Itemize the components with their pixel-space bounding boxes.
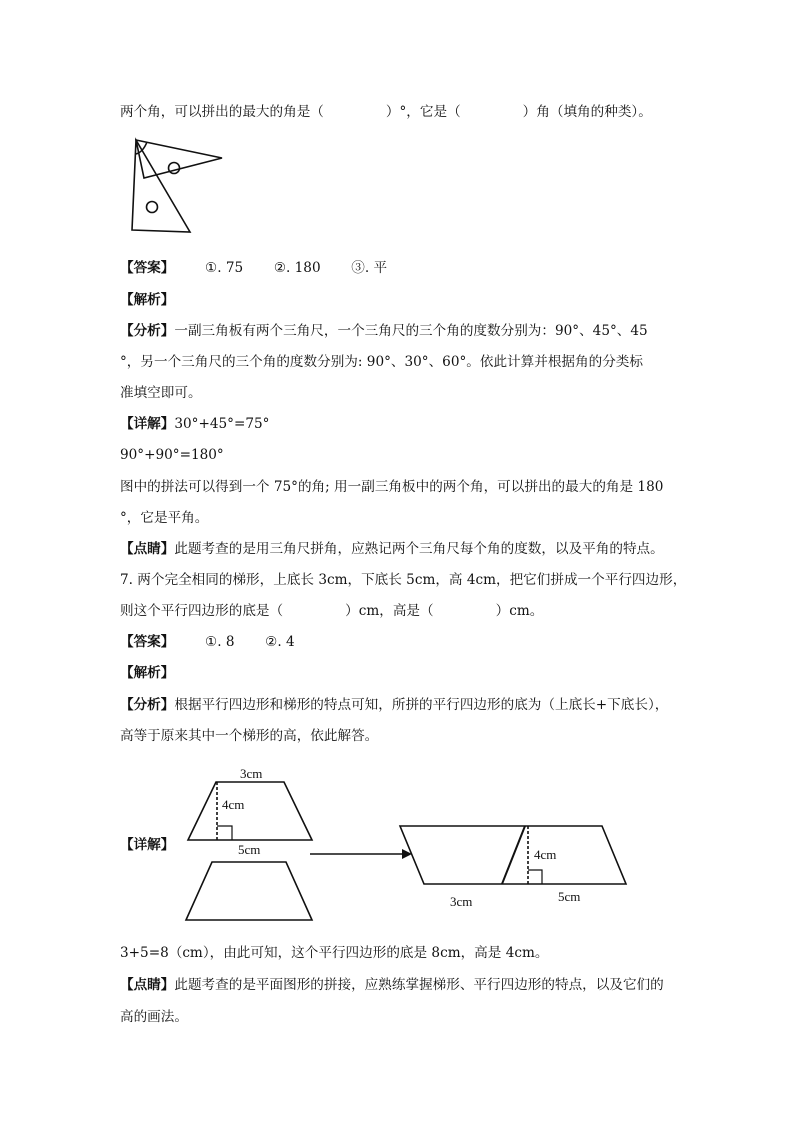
q6-answer-row — [120, 258, 387, 278]
fenxi-text: 一副三角板有两个三角尺，一个三角尺的三个角的度数分别为：90°、45°、45 — [174, 323, 648, 339]
q6-text-part1: 两个角，可以拼出的最大的角是（ — [120, 104, 324, 120]
answer-1: ①. 75 — [205, 260, 244, 276]
answer-2: ②. 4 — [265, 634, 295, 650]
q6-fenxi-line1 — [120, 321, 648, 341]
label-bottom-base: 5cm — [238, 842, 261, 857]
q7-jiexi-label: 【解析】 — [120, 665, 175, 681]
equation-1: 30°+45°=75° — [174, 416, 270, 432]
answer-2: ②. 180 — [273, 260, 321, 276]
q7-dianjing-line2: 高的画法。 — [120, 1009, 188, 1025]
question-7-line1: 7. 两个完全相同的梯形，上底长 3cm，下底长 5cm，高 4cm，把它们拼成一个平行四边形， — [120, 572, 687, 588]
q7-xiangjie-label: 【详解】 — [120, 837, 175, 853]
answer-3: ③. 平 — [351, 260, 388, 276]
answer-label: 【答案】 — [120, 634, 175, 650]
triangle-ruler-45 — [136, 140, 222, 178]
right-angle-mark — [217, 826, 232, 840]
trapezoid-parallelogram-figure — [180, 762, 640, 932]
q6-fenxi-line2: °，另一个三角尺的三个角的度数分别为: 90°、30°、60°。依此计算并根据角的分类标 — [120, 354, 643, 370]
label-par-left: 3cm — [450, 894, 473, 909]
xiangjie-label: 【详解】 — [120, 416, 175, 432]
q7-text-part3: ）cm。 — [495, 603, 544, 619]
q7-answer-row — [120, 632, 295, 652]
q6-text-part3: ）角（填角的种类）。 — [522, 104, 652, 120]
question-7-line2 — [120, 601, 543, 621]
q7-conclusion: 3+5=8（cm），由此可知，这个平行四边形的底是 8cm，高是 4cm。 — [120, 945, 549, 961]
q6-xiangjie-text1: 图中的拼法可以得到一个 75°的角; 用一副三角板中的两个角，可以拼出的最大的角是 180 — [120, 479, 664, 495]
q7-fenxi-line2: 高等于原来其中一个梯形的高，依此解答。 — [120, 728, 379, 744]
dianjing-text: 此题考查的是平面图形的拼接，应熟练掌握梯形、平行四边形的特点，以及它们的 — [174, 977, 664, 993]
label-top-base: 3cm — [240, 766, 263, 781]
answer-1: ①. 8 — [205, 634, 235, 650]
label-height: 4cm — [222, 797, 245, 812]
q6-jiexi-label: 【解析】 — [120, 292, 175, 308]
answer-label: 【答案】 — [120, 260, 175, 276]
fenxi-label: 【分析】 — [120, 697, 175, 713]
label-par-height: 4cm — [534, 847, 557, 862]
q6-xiangjie-text2: °，它是平角。 — [120, 510, 209, 526]
dianjing-text: 此题考查的是用三角尺拼角，应熟记两个三角尺每个角的度数，以及平角的特点。 — [174, 541, 664, 557]
ruler-hole-1 — [169, 163, 180, 174]
equation-2: 90°+90°=180° — [120, 447, 224, 463]
q7-dianjing-line1 — [120, 975, 664, 995]
q7-text-part1: 则这个平行四边形的底是（ — [120, 603, 284, 619]
trapezoid-top — [188, 782, 312, 840]
q6-xiangjie-line1 — [120, 414, 269, 434]
q7-fenxi-line1 — [120, 695, 668, 715]
question-6-tail — [120, 102, 652, 122]
triangle-ruler-30-60 — [132, 140, 190, 232]
dianjing-label: 【点睛】 — [120, 541, 175, 557]
fenxi-label: 【分析】 — [120, 323, 175, 339]
q7-text-part2: ）cm，高是（ — [345, 603, 434, 619]
dianjing-label: 【点睛】 — [120, 977, 175, 993]
label-par-right: 5cm — [558, 889, 581, 904]
trapezoid-bottom — [186, 862, 312, 920]
triangle-rulers-figure — [126, 134, 230, 238]
q6-text-part2: ）°，它是（ — [385, 104, 461, 120]
fenxi-text: 根据平行四边形和梯形的特点可知，所拼的平行四边形的底为（上底长+下底长）， — [174, 697, 669, 713]
split-line — [502, 826, 525, 884]
q6-fenxi-line3: 准填空即可。 — [120, 385, 202, 401]
right-angle-mark-2 — [528, 870, 542, 884]
ruler-hole-2 — [147, 202, 158, 213]
q6-dianjing — [120, 539, 664, 559]
